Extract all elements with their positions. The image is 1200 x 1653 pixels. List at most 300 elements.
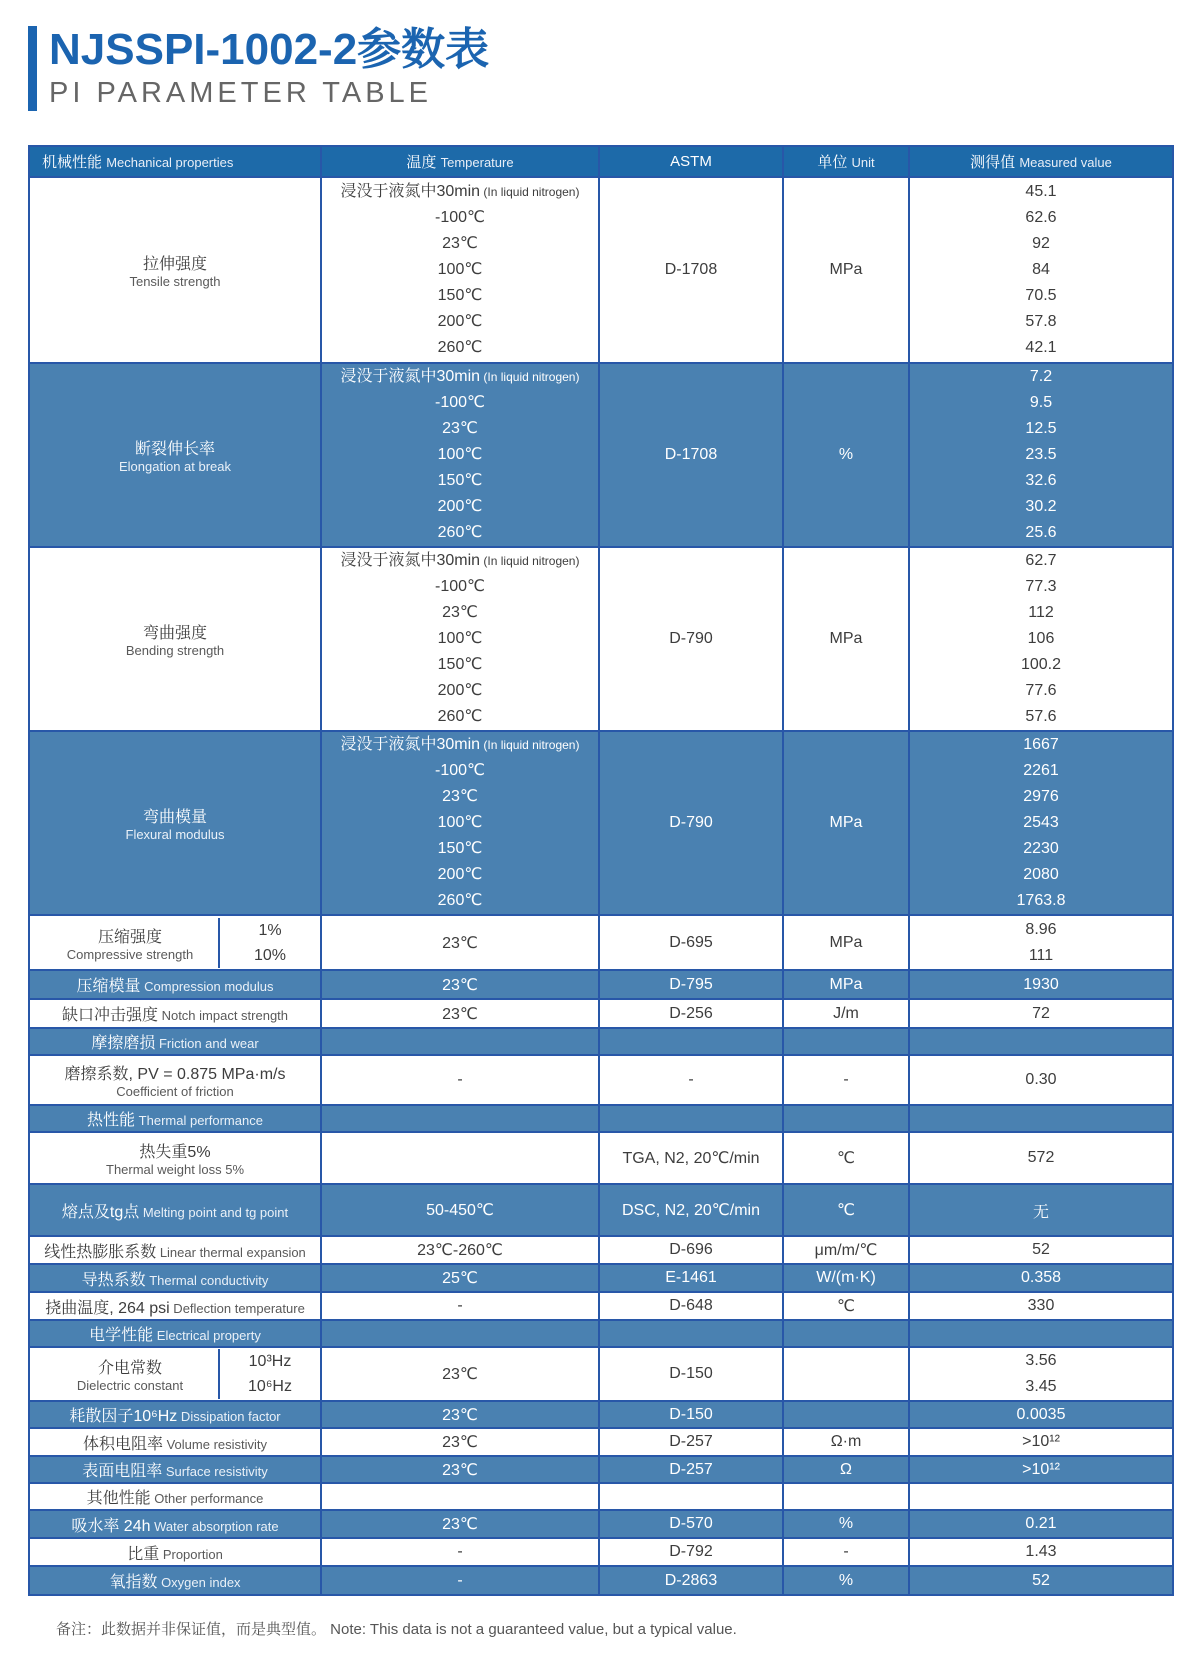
temperature-note: (In liquid nitrogen)	[480, 554, 580, 569]
value-line: 23.5	[1025, 446, 1057, 464]
section-label-zh: 热性能	[87, 1112, 136, 1130]
header-temperature	[321, 146, 599, 177]
value-cell	[909, 363, 1173, 547]
property-zh: 吸水率 24h	[71, 1517, 151, 1535]
astm-cell: D-695	[599, 915, 783, 970]
property-cell	[29, 731, 321, 915]
temperature-line	[322, 257, 598, 283]
temperature-line	[322, 309, 598, 335]
header-mechanical-properties	[29, 146, 321, 177]
astm-cell: E-1461	[599, 1264, 783, 1292]
temperature-main: -100℃	[435, 762, 485, 780]
empty-cell	[321, 1483, 599, 1510]
temperature-main: 260℃	[437, 339, 483, 357]
row-linear-thermal-expansion	[29, 1236, 1173, 1264]
property-en: Oxygen index	[157, 1575, 241, 1591]
temperature-main: 200℃	[437, 313, 483, 331]
header-property-en: Mechanical properties	[106, 155, 234, 171]
temperature-main: 100℃	[437, 446, 483, 464]
temperature-main: 23℃	[442, 604, 478, 622]
property-en: Thermal weight loss 5%	[106, 1162, 244, 1178]
temperature-line	[322, 205, 598, 231]
value-line: 3.56	[1025, 1352, 1057, 1370]
temperature-main: 100℃	[437, 630, 483, 648]
section-electrical-property	[29, 1320, 1173, 1347]
empty-cell	[599, 1105, 783, 1132]
value-line: 57.6	[1025, 708, 1057, 726]
value-cell	[909, 547, 1173, 731]
temperature-line	[322, 416, 598, 442]
property-zh: 表面电阻率	[82, 1463, 163, 1481]
row-bending-strength	[29, 547, 1173, 731]
value-line: 62.6	[1025, 209, 1057, 227]
temperature-main: 浸没于液氮中30min	[340, 368, 481, 386]
header-temp-en: Temperature	[440, 155, 514, 171]
header-property-zh: 机械性能	[42, 154, 103, 172]
table-header-row	[29, 146, 1173, 177]
property-en: Melting point and tg point	[139, 1204, 289, 1220]
section-label-en: Other performance	[150, 1491, 264, 1507]
astm-cell: D-256	[599, 999, 783, 1028]
value-cell: 0.0035	[909, 1401, 1173, 1428]
empty-cell	[321, 1028, 599, 1055]
temperature-main: 260℃	[437, 524, 483, 542]
condition-line: 1%	[258, 921, 282, 939]
property-zh: 挠曲温度, 264 psi	[45, 1299, 170, 1317]
header-unit-en: Unit	[851, 155, 875, 171]
row-dielectric-constant	[29, 1347, 1173, 1401]
section-label-cell	[29, 1320, 321, 1347]
empty-cell	[909, 1320, 1173, 1347]
unit-cell: ℃	[783, 1132, 909, 1184]
empty-cell	[783, 1028, 909, 1055]
astm-cell: D-648	[599, 1292, 783, 1320]
value-cell	[909, 1347, 1173, 1401]
value-cell: 572	[909, 1132, 1173, 1184]
row-compressive-strength	[29, 915, 1173, 970]
value-line: 25.6	[1025, 524, 1057, 542]
temperature-main: 150℃	[437, 287, 483, 305]
row-proportion	[29, 1538, 1173, 1566]
astm-cell: D-1708	[599, 177, 783, 363]
property-cell	[29, 999, 321, 1028]
header-unit	[783, 146, 909, 177]
temperature-line	[322, 836, 598, 862]
value-line: 7.2	[1029, 368, 1053, 386]
empty-cell	[599, 1320, 783, 1347]
property-zh: 弯曲强度	[142, 625, 207, 643]
row-thermal-conductivity	[29, 1264, 1173, 1292]
temperature-main: 23℃	[442, 420, 478, 438]
value-cell: 52	[909, 1236, 1173, 1264]
unit-cell: ℃	[783, 1292, 909, 1320]
unit-cell: %	[783, 363, 909, 547]
property-en: Thermal conductivity	[145, 1272, 269, 1288]
astm-cell: D-150	[599, 1401, 783, 1428]
temperature-line	[322, 732, 598, 758]
value-line: 9.5	[1029, 394, 1053, 412]
empty-cell	[783, 1483, 909, 1510]
temperature-main: 200℃	[437, 866, 483, 884]
section-label-cell	[29, 1028, 321, 1055]
temperature-main: -100℃	[435, 394, 485, 412]
row-water-absorption-rate	[29, 1510, 1173, 1538]
header-unit-zh: 单位	[817, 154, 848, 172]
unit-cell: MPa	[783, 970, 909, 999]
property-zh: 导热系数	[81, 1271, 146, 1289]
empty-cell	[321, 1105, 599, 1132]
value-cell: >10¹²	[909, 1456, 1173, 1483]
property-zh: 线性热膨胀系数	[44, 1243, 157, 1261]
value-cell: 72	[909, 999, 1173, 1028]
section-label-en: Electrical property	[153, 1328, 261, 1344]
property-zh: 磨擦系数, PV = 0.875 MPa·m/s	[64, 1066, 286, 1084]
property-en: Deflection temperature	[169, 1300, 305, 1316]
page-header	[28, 26, 1172, 111]
temperature-main: 150℃	[437, 840, 483, 858]
condition-line: 10%	[253, 946, 287, 964]
empty-cell	[783, 1105, 909, 1132]
temperature-cell: 23℃	[321, 970, 599, 999]
temperature-cell: -	[321, 1055, 599, 1105]
value-line: 30.2	[1025, 498, 1057, 516]
temperature-cell	[321, 547, 599, 731]
temperature-cell	[321, 1132, 599, 1184]
value-cell: 0.21	[909, 1510, 1173, 1538]
property-en: Water absorption rate	[150, 1518, 279, 1534]
property-zh: 比重	[127, 1545, 160, 1563]
astm-cell: D-792	[599, 1538, 783, 1566]
temperature-cell: -	[321, 1538, 599, 1566]
astm-cell: D-795	[599, 970, 783, 999]
property-en: Proportion	[159, 1546, 223, 1562]
section-thermal-performance	[29, 1105, 1173, 1132]
property-zh: 体积电阻率	[82, 1435, 163, 1453]
header-value-en: Measured value	[1019, 155, 1112, 171]
astm-cell: D-696	[599, 1236, 783, 1264]
temperature-line	[322, 548, 598, 574]
temperature-main: 200℃	[437, 498, 483, 516]
temperature-cell: 23℃	[321, 1428, 599, 1456]
temperature-main: 100℃	[437, 261, 483, 279]
astm-cell: -	[599, 1055, 783, 1105]
property-en: Bending strength	[125, 643, 225, 659]
property-cell	[29, 1510, 321, 1538]
row-coefficient-of-friction	[29, 1055, 1173, 1105]
value-line: 70.5	[1025, 287, 1057, 305]
temperature-cell: 23℃	[321, 1510, 599, 1538]
temperature-line	[322, 179, 598, 205]
temperature-main: 150℃	[437, 472, 483, 490]
property-cell	[29, 1428, 321, 1456]
empty-cell	[909, 1028, 1173, 1055]
unit-cell: Ω	[783, 1456, 909, 1483]
unit-cell: -	[783, 1055, 909, 1105]
value-cell	[909, 915, 1173, 970]
value-line: 2976	[1023, 788, 1059, 806]
header-temp-zh: 温度	[406, 154, 437, 172]
property-cell	[29, 915, 321, 970]
row-deflection-temperature	[29, 1292, 1173, 1320]
temperature-note: (In liquid nitrogen)	[480, 370, 580, 385]
unit-cell	[783, 1401, 909, 1428]
temperature-line	[322, 704, 598, 730]
temperature-line	[322, 468, 598, 494]
astm-cell: DSC, N2, 20℃/min	[599, 1184, 783, 1236]
header-value-zh: 测得值	[970, 154, 1016, 172]
value-cell	[909, 177, 1173, 363]
property-cell	[29, 1347, 321, 1401]
page-subtitle: PI PARAMETER TABLE	[49, 77, 433, 110]
parameter-table	[28, 145, 1174, 1596]
temperature-line	[322, 600, 598, 626]
temperature-cell: 23℃	[321, 1401, 599, 1428]
temperature-cell: 23℃	[321, 915, 599, 970]
temperature-line	[322, 520, 598, 546]
title-block	[49, 26, 489, 111]
value-line: 42.1	[1025, 339, 1057, 357]
property-en: Linear thermal expansion	[156, 1244, 306, 1260]
temperature-line	[322, 758, 598, 784]
value-line: 77.3	[1025, 578, 1057, 596]
property-en: Surface resistivity	[162, 1464, 268, 1480]
property-zh: 熔点及tg点	[61, 1203, 140, 1221]
value-line: 3.45	[1025, 1378, 1057, 1396]
row-volume-resistivity	[29, 1428, 1173, 1456]
astm-cell: D-257	[599, 1456, 783, 1483]
property-zh: 热失重5%	[139, 1144, 211, 1162]
header-measured-value	[909, 146, 1173, 177]
unit-cell: MPa	[783, 177, 909, 363]
temperature-line	[322, 652, 598, 678]
property-en: Compression modulus	[140, 979, 274, 995]
row-notch-impact-strength	[29, 999, 1173, 1028]
section-label-en: Thermal performance	[135, 1113, 263, 1129]
property-en: Coefficient of friction	[116, 1084, 234, 1100]
property-cell	[29, 1292, 321, 1320]
property-en: Dielectric constant	[76, 1378, 184, 1394]
value-line: 2543	[1023, 814, 1059, 832]
row-flexural-modulus	[29, 731, 1173, 915]
unit-cell: μm/m/℃	[783, 1236, 909, 1264]
temperature-main: -100℃	[435, 578, 485, 596]
row-surface-resistivity	[29, 1456, 1173, 1483]
value-line: 2230	[1023, 840, 1059, 858]
value-line: 62.7	[1025, 552, 1057, 570]
unit-cell: %	[783, 1510, 909, 1538]
unit-cell: ℃	[783, 1184, 909, 1236]
temperature-cell: 23℃	[321, 999, 599, 1028]
temperature-line	[322, 390, 598, 416]
section-label-cell	[29, 1483, 321, 1510]
temperature-line	[322, 888, 598, 914]
temperature-main: 200℃	[437, 682, 483, 700]
split-label	[30, 1349, 218, 1399]
temperature-cell: 25℃	[321, 1264, 599, 1292]
temperature-cell	[321, 363, 599, 547]
temperature-cell: 50-450℃	[321, 1184, 599, 1236]
value-line: 2261	[1023, 762, 1059, 780]
property-en: Flexural modulus	[125, 827, 225, 843]
temperature-main: 150℃	[437, 656, 483, 674]
value-cell	[909, 731, 1173, 915]
property-stack	[30, 1139, 320, 1177]
value-cell: 330	[909, 1292, 1173, 1320]
astm-cell: D-150	[599, 1347, 783, 1401]
astm-cell: D-570	[599, 1510, 783, 1538]
section-label-zh: 摩擦磨损	[91, 1035, 156, 1053]
row-compression-modulus	[29, 970, 1173, 999]
temperature-line	[322, 574, 598, 600]
temperature-cell: 23℃-260℃	[321, 1236, 599, 1264]
value-line: 8.96	[1025, 920, 1057, 938]
split-conditions	[218, 1349, 320, 1399]
empty-cell	[909, 1105, 1173, 1132]
property-cell	[29, 547, 321, 731]
value-cell: >10¹²	[909, 1428, 1173, 1456]
unit-cell: MPa	[783, 915, 909, 970]
astm-cell: D-1708	[599, 363, 783, 547]
temperature-line	[322, 678, 598, 704]
value-line: 106	[1027, 630, 1055, 648]
row-tensile-strength	[29, 177, 1173, 363]
astm-cell: D-790	[599, 547, 783, 731]
unit-cell: W/(m·K)	[783, 1264, 909, 1292]
property-cell	[29, 1264, 321, 1292]
split-wrap	[30, 1349, 320, 1399]
row-elongation-at-break	[29, 363, 1173, 547]
property-zh: 拉伸强度	[142, 256, 207, 274]
property-en: Elongation at break	[118, 459, 232, 475]
unit-cell: J/m	[783, 999, 909, 1028]
property-zh: 压缩强度	[97, 928, 162, 946]
value-cell: 52	[909, 1566, 1173, 1595]
footnote: 备注：此数据并非保证值，而是典型值。 Note: This data is not a guaranteed value, but a typical value.	[56, 1621, 737, 1639]
parameter-table-body	[29, 177, 1173, 1595]
temperature-main: 260℃	[437, 708, 483, 726]
temperature-line	[322, 494, 598, 520]
value-cell: 0.30	[909, 1055, 1173, 1105]
empty-cell	[783, 1320, 909, 1347]
astm-cell: TGA, N2, 20℃/min	[599, 1132, 783, 1184]
property-zh: 耗散因子10⁶Hz	[69, 1408, 178, 1426]
temperature-main: 浸没于液氮中30min	[340, 183, 481, 201]
value-line: 12.5	[1025, 420, 1057, 438]
temperature-main: 23℃	[442, 788, 478, 806]
unit-cell	[783, 1347, 909, 1401]
temperature-cell: -	[321, 1566, 599, 1595]
property-stack	[30, 1061, 320, 1099]
value-cell: 无	[909, 1184, 1173, 1236]
temperature-main: 浸没于液氮中30min	[340, 736, 481, 754]
temperature-cell: 23℃	[321, 1456, 599, 1483]
row-thermal-weight-loss	[29, 1132, 1173, 1184]
property-zh: 氧指数	[109, 1574, 158, 1592]
section-label-zh: 其他性能	[86, 1490, 151, 1508]
value-line: 77.6	[1025, 682, 1057, 700]
property-cell	[29, 1055, 321, 1105]
property-en: Dissipation factor	[177, 1409, 281, 1425]
unit-cell: %	[783, 1566, 909, 1595]
title-accent-bar	[28, 26, 37, 111]
empty-cell	[909, 1483, 1173, 1510]
property-cell	[29, 1566, 321, 1595]
value-cell: 0.358	[909, 1264, 1173, 1292]
property-cell	[29, 1401, 321, 1428]
section-label-zh: 电学性能	[89, 1327, 154, 1345]
property-en: Notch impact strength	[157, 1008, 289, 1024]
property-en: Compressive strength	[66, 946, 194, 962]
value-line: 57.8	[1025, 313, 1057, 331]
value-line: 100.2	[1020, 656, 1062, 674]
value-line: 84	[1032, 261, 1050, 279]
section-other-performance	[29, 1483, 1173, 1510]
temperature-line	[322, 862, 598, 888]
condition-line: 10³Hz	[248, 1353, 292, 1371]
temperature-cell: -	[321, 1292, 599, 1320]
temperature-cell	[321, 731, 599, 915]
condition-line: 10⁶Hz	[248, 1378, 292, 1396]
section-label-cell	[29, 1105, 321, 1132]
row-melting-point	[29, 1184, 1173, 1236]
property-en: Volume resistivity	[162, 1436, 268, 1452]
temperature-line	[322, 784, 598, 810]
astm-cell: D-257	[599, 1428, 783, 1456]
property-cell	[29, 363, 321, 547]
temperature-main: 浸没于液氮中30min	[340, 552, 481, 570]
unit-cell: Ω·m	[783, 1428, 909, 1456]
split-label	[30, 918, 218, 968]
temperature-line	[322, 335, 598, 361]
property-cell	[29, 970, 321, 999]
value-cell: 1.43	[909, 1538, 1173, 1566]
astm-cell: D-790	[599, 731, 783, 915]
unit-cell: MPa	[783, 731, 909, 915]
value-line: 111	[1028, 946, 1054, 964]
unit-cell: MPa	[783, 547, 909, 731]
property-cell	[29, 1236, 321, 1264]
empty-cell	[599, 1028, 783, 1055]
temperature-line	[322, 626, 598, 652]
temperature-main: -100℃	[435, 209, 485, 227]
property-cell	[29, 1538, 321, 1566]
astm-cell: D-2863	[599, 1566, 783, 1595]
property-zh: 断裂伸长率	[134, 441, 215, 459]
temperature-line	[322, 364, 598, 390]
temperature-main: 260℃	[437, 892, 483, 910]
row-oxygen-index	[29, 1566, 1173, 1595]
value-line: 32.6	[1025, 472, 1057, 490]
temperature-note: (In liquid nitrogen)	[480, 738, 580, 753]
property-zh: 压缩模量	[76, 978, 141, 996]
value-line: 1667	[1023, 736, 1059, 754]
section-label-en: Friction and wear	[155, 1036, 259, 1052]
header-astm: ASTM	[599, 146, 783, 177]
temperature-cell: 23℃	[321, 1347, 599, 1401]
value-line: 112	[1028, 604, 1054, 622]
property-zh: 弯曲模量	[142, 809, 207, 827]
section-friction-and-wear	[29, 1028, 1173, 1055]
value-line: 45.1	[1025, 183, 1057, 201]
property-cell	[29, 177, 321, 363]
split-conditions	[218, 918, 320, 968]
temperature-line	[322, 442, 598, 468]
temperature-main: 100℃	[437, 814, 483, 832]
property-cell	[29, 1456, 321, 1483]
temperature-note: (In liquid nitrogen)	[480, 185, 580, 200]
unit-cell: -	[783, 1538, 909, 1566]
value-line: 2080	[1023, 866, 1059, 884]
